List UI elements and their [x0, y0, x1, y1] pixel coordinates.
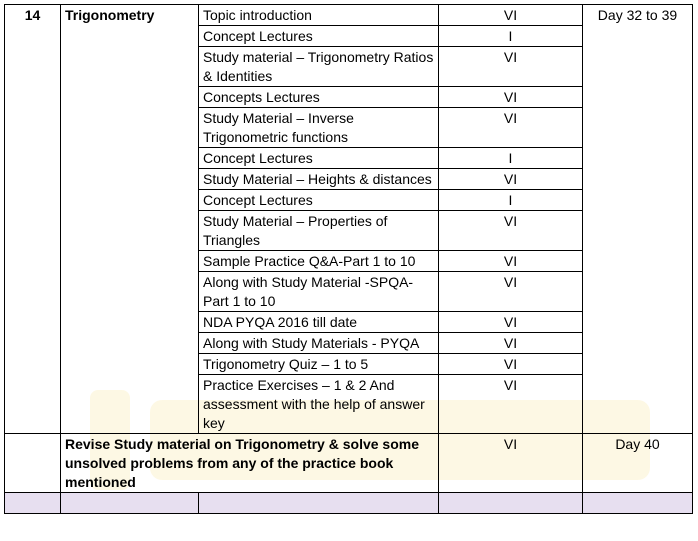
subject-cell: Trigonometry	[61, 5, 199, 434]
schedule-cell: Day 32 to 39	[583, 5, 693, 434]
code-cell: VI	[439, 333, 583, 354]
empty-cell	[61, 493, 199, 514]
code-cell: VI	[439, 5, 583, 26]
empty-cell	[5, 493, 61, 514]
topic-cell: Along with Study Materials - PYQA	[199, 333, 439, 354]
topic-cell: Sample Practice Q&A-Part 1 to 10	[199, 251, 439, 272]
empty-cell	[199, 493, 439, 514]
code-cell: VI	[439, 47, 583, 87]
empty-cell	[583, 493, 693, 514]
table-row	[5, 5, 693, 26]
topic-cell: Concept Lectures	[199, 26, 439, 47]
empty-cell	[5, 434, 61, 493]
topic-cell: Concepts Lectures	[199, 87, 439, 108]
code-cell: VI	[439, 87, 583, 108]
code-cell: VI	[439, 375, 583, 434]
code-cell: I	[439, 190, 583, 211]
topic-cell: Trigonometry Quiz – 1 to 5	[199, 354, 439, 375]
empty-cell	[439, 493, 583, 514]
topic-cell: Study material – Trigonometry Ratios & Identities	[199, 47, 439, 87]
code-cell: VI	[439, 108, 583, 148]
row-number-cell: 14	[5, 5, 61, 434]
topic-cell: Study Material – Heights & distances	[199, 169, 439, 190]
code-cell: VI	[439, 354, 583, 375]
revision-day-cell: Day 40	[583, 434, 693, 493]
code-cell: I	[439, 26, 583, 47]
topic-cell: Topic introduction	[199, 5, 439, 26]
revision-text-cell: Revise Study material on Trigonometry & solve some unsolved problems from any of the practice book mentioned	[61, 434, 439, 493]
topic-cell: Concept Lectures	[199, 148, 439, 169]
code-cell: VI	[439, 312, 583, 333]
topic-cell: Concept Lectures	[199, 190, 439, 211]
code-cell: VI	[439, 272, 583, 312]
revision-row	[5, 434, 693, 493]
code-cell: VI	[439, 211, 583, 251]
shaded-row	[5, 493, 693, 514]
code-cell: VI	[439, 169, 583, 190]
study-plan-table	[4, 4, 693, 514]
code-cell: VI	[439, 251, 583, 272]
code-cell: I	[439, 148, 583, 169]
topic-cell: Practice Exercises – 1 & 2 And assessment with the help of answer key	[199, 375, 439, 434]
topic-cell: Study Material – Inverse Trigonometric functions	[199, 108, 439, 148]
topic-cell: Along with Study Material -SPQA-Part 1 to 10	[199, 272, 439, 312]
topic-cell: NDA PYQA 2016 till date	[199, 312, 439, 333]
topic-cell: Study Material – Properties of Triangles	[199, 211, 439, 251]
revision-code-cell: VI	[439, 434, 583, 493]
